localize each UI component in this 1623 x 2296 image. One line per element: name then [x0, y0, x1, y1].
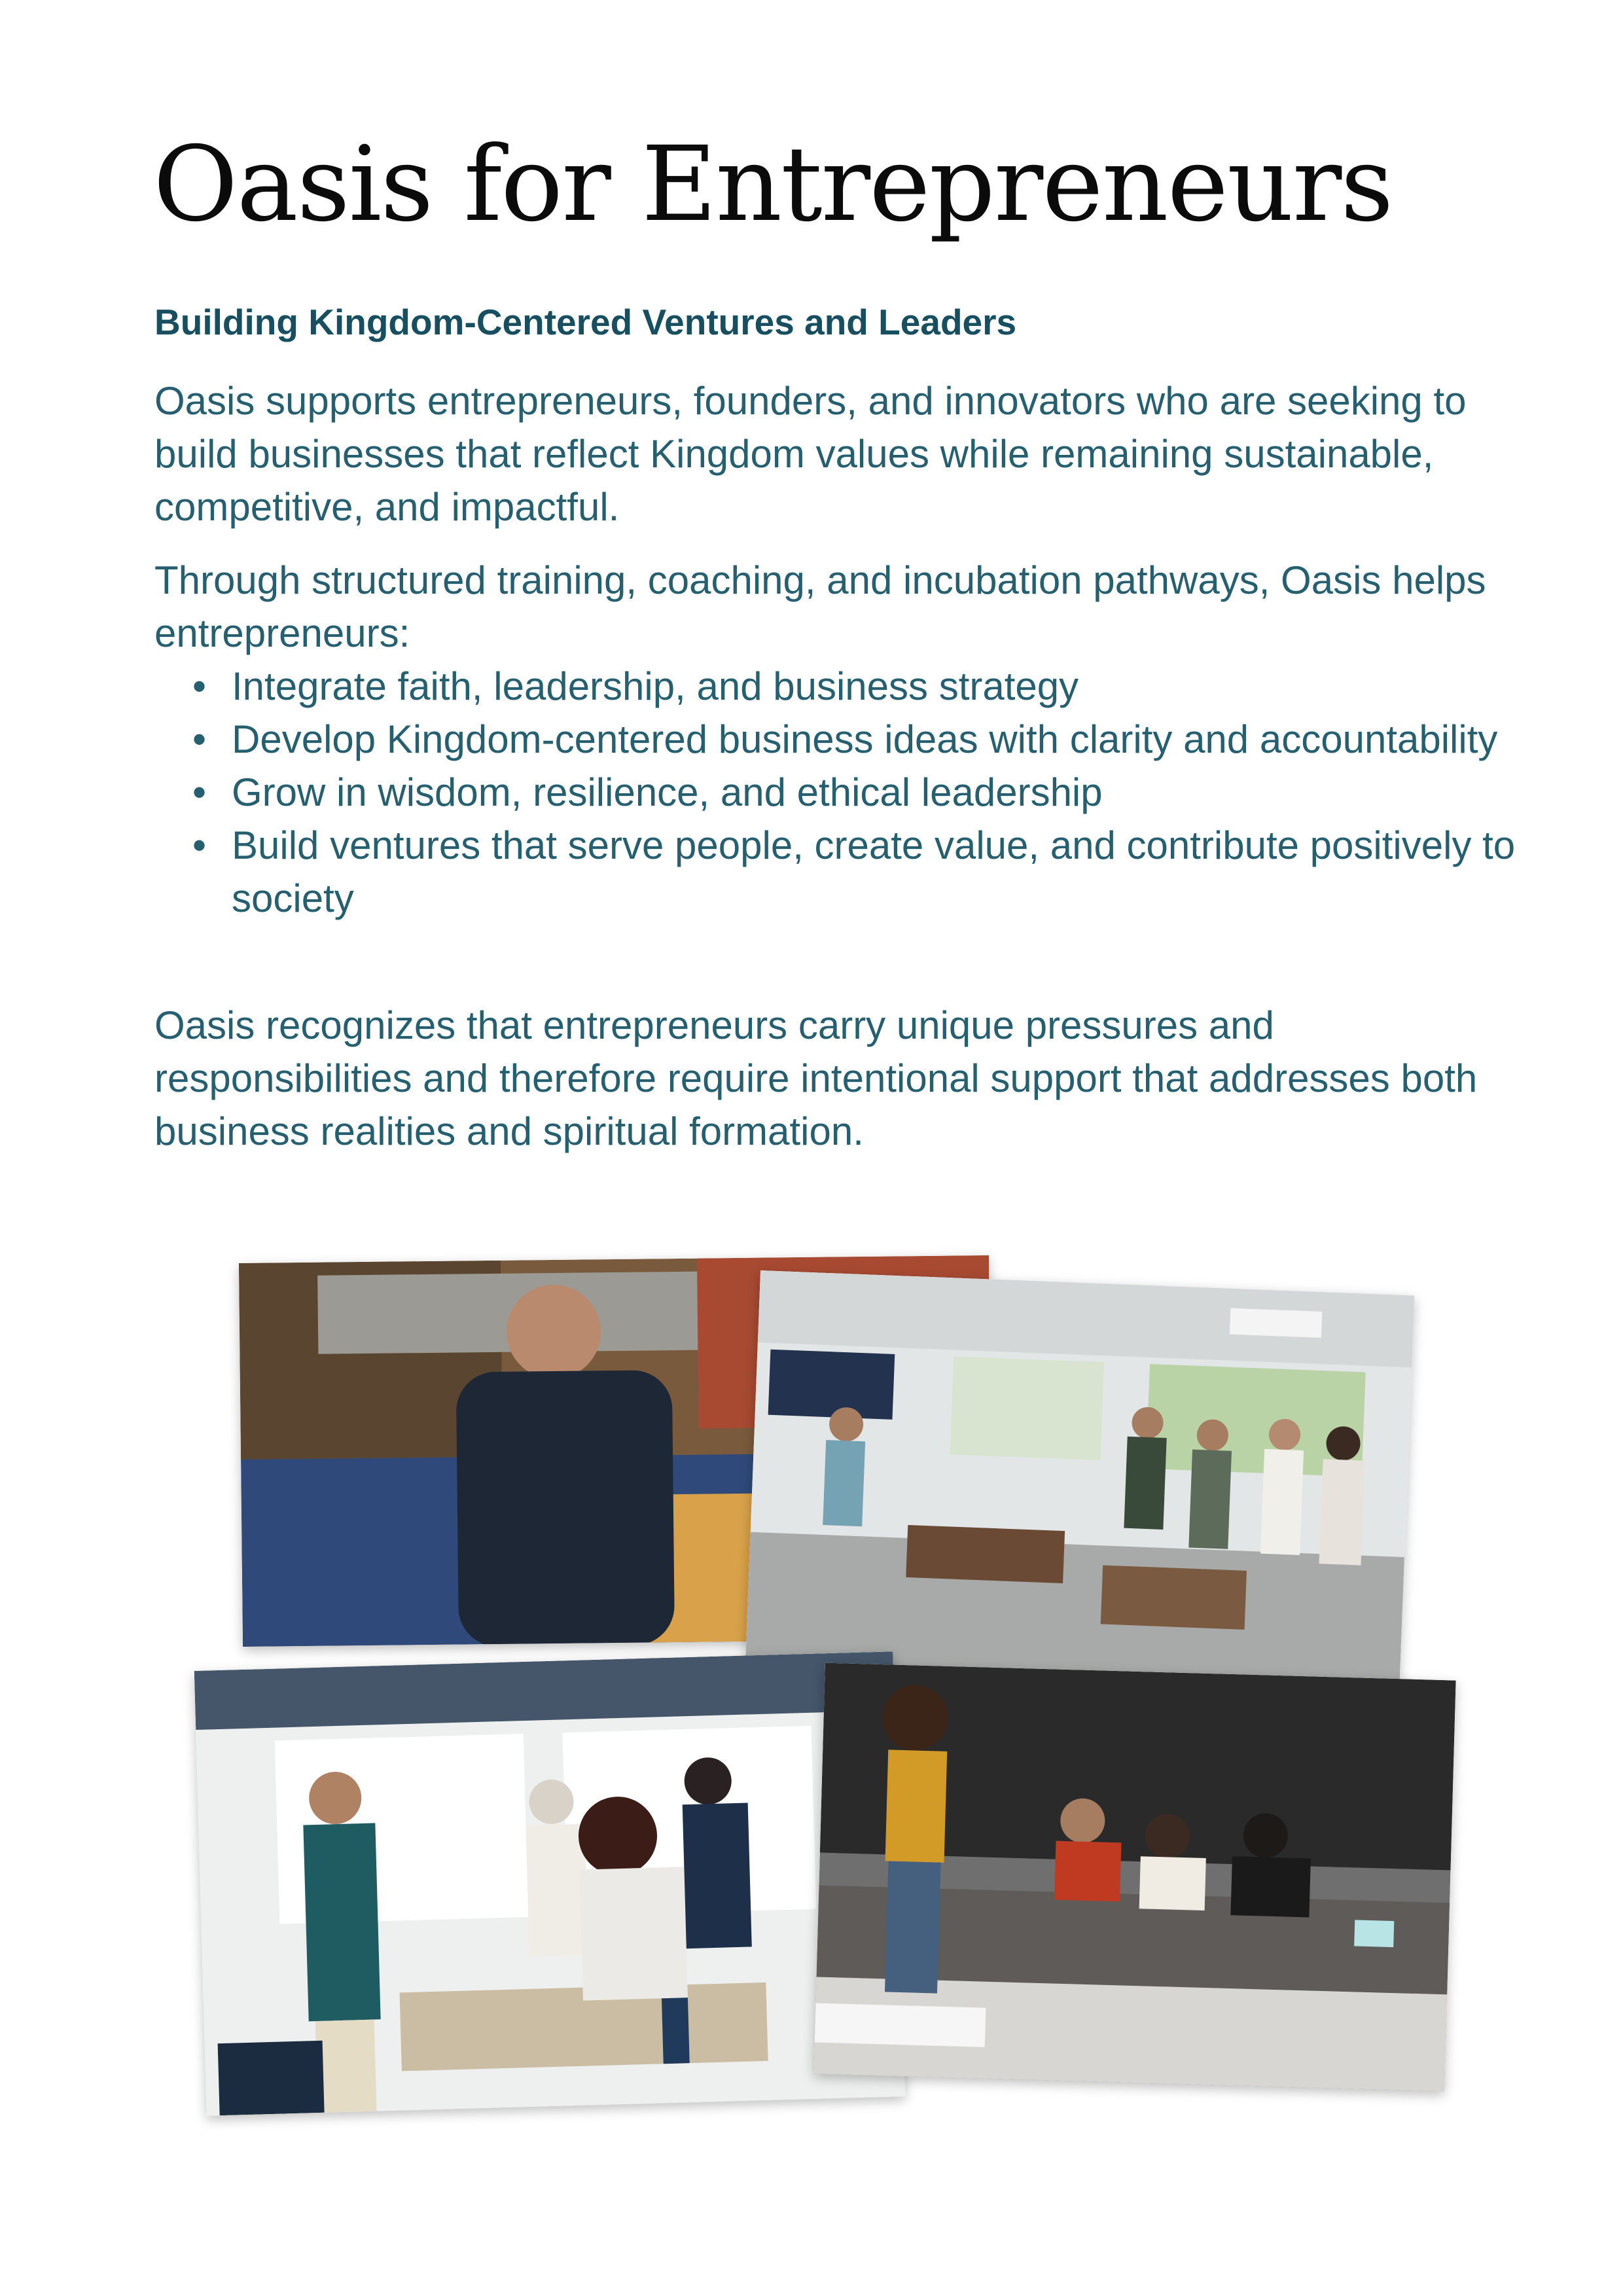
photo-training-room-group — [745, 1270, 1415, 1695]
bullet-icon: • — [192, 823, 207, 867]
list-item — [154, 766, 1529, 819]
list-item-text: Integrate faith, leadership, and business strategy — [232, 664, 1079, 708]
bullet-icon: • — [192, 664, 207, 708]
list-item — [154, 713, 1529, 766]
list-item-text: Develop Kingdom-centered business ideas with clarity and accountability — [232, 717, 1498, 761]
list-item — [154, 819, 1529, 925]
benefits-list — [154, 660, 1529, 925]
bullet-icon: • — [192, 717, 207, 761]
photo-presenter-meeting — [813, 1663, 1455, 2092]
page-title: Oasis for Entrepreneurs — [153, 124, 1393, 245]
photo-workshop-table — [194, 1651, 906, 2116]
bullet-icon: • — [192, 770, 207, 814]
intro-paragraph: Oasis supports entrepreneurs, founders, and innovators who are seeking to build businesses that reflect Kingdom values while remaining sustainable, competitive, and impactful. — [154, 379, 1467, 529]
closing-paragraph: Oasis recognizes that entrepreneurs carry unique pressures and responsibilities and therefore require intentional support that addresses both business realities and spiritual formation. — [154, 1003, 1478, 1153]
page-subtitle: Building Kingdom-Centered Ventures and Leaders — [154, 302, 1017, 342]
list-item — [154, 660, 1529, 713]
list-item-text: Build ventures that serve people, create value, and contribute positively to society — [232, 823, 1516, 920]
list-item-text: Grow in wisdom, resilience, and ethical leadership — [232, 770, 1103, 814]
lead-in-paragraph: Through structured training, coaching, and incubation pathways, Oasis helps entrepreneurs: — [154, 558, 1486, 655]
